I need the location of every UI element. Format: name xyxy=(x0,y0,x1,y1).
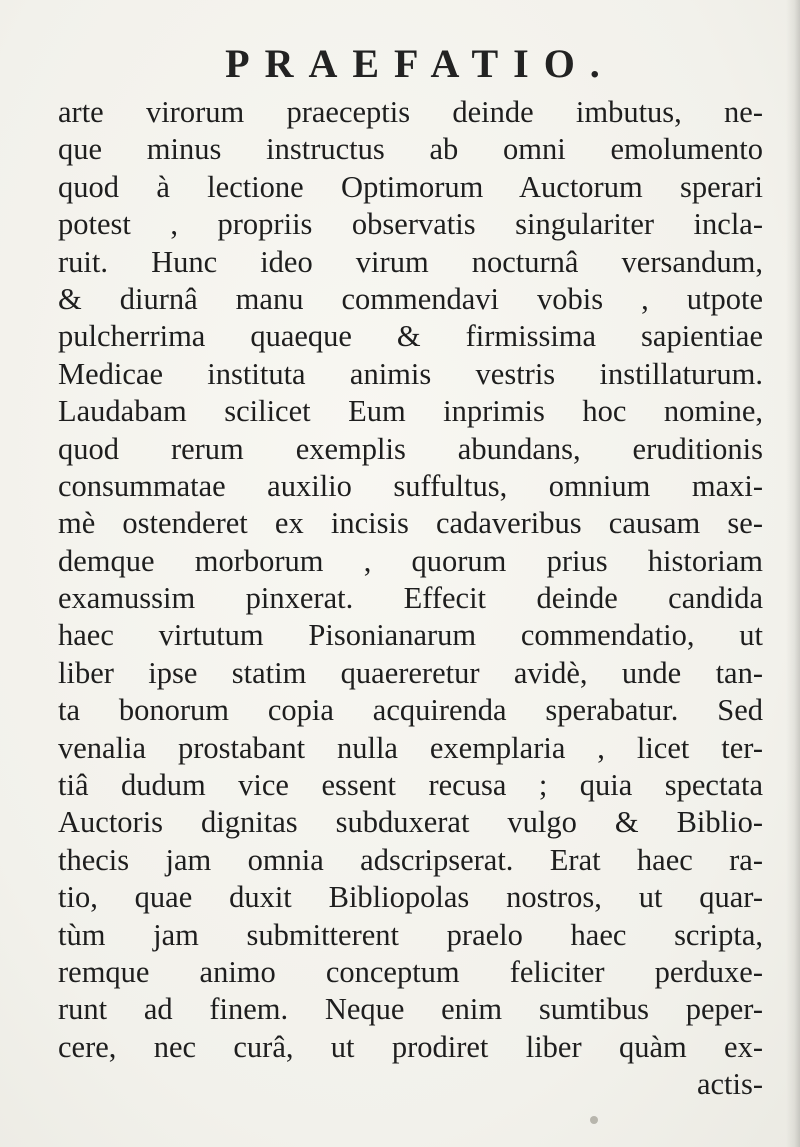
text-line: quod à lectione Optimorum Auctorum sperari xyxy=(58,169,763,204)
text-line: consummatae auxilio suffultus, omnium maxi- xyxy=(58,468,763,503)
text-line: tio, quae duxit Bibliopolas nostros, ut quar- xyxy=(58,880,763,915)
ink-speck xyxy=(590,1116,598,1124)
page-edge-shadow xyxy=(786,0,800,1147)
text-line: que minus instructus ab omni emolumento xyxy=(58,132,763,167)
text-line: haec virtutum Pisonianarum commendatio, ut xyxy=(58,618,763,653)
text-line: Medicae instituta animis vestris instillaturum. xyxy=(58,356,763,391)
text-line: liber ipse statim quaereretur avidè, unde tan- xyxy=(58,655,763,690)
text-line: thecis jam omnia adscripserat. Erat haec ra- xyxy=(58,842,763,877)
running-head: PRAEFATIO. xyxy=(225,41,615,86)
text-line: arte virorum praeceptis deinde imbutus, ne- xyxy=(58,95,763,129)
text-line: & diurnâ manu commendavi vobis , utpote xyxy=(58,281,763,316)
text-line: demque morborum , quorum prius historiam xyxy=(58,543,763,578)
text-line: remque animo conceptum feliciter perduxe- xyxy=(58,954,763,989)
text-line: potest , propriis observatis singulariter incla- xyxy=(58,207,763,242)
body-text xyxy=(58,94,763,1104)
text-line: pulcherrima quaeque & firmissima sapientiae xyxy=(58,319,763,354)
text-line: Auctoris dignitas subduxerat vulgo & Biblio- xyxy=(58,805,763,840)
text-line: mè ostenderet ex incisis cadaveribus causam se- xyxy=(58,506,763,541)
text-line: ta bonorum copia acquirenda sperabatur. Sed xyxy=(58,693,763,728)
text-line: ruit. Hunc ideo virum nocturnâ versandum, xyxy=(58,244,763,279)
text-line: Laudabam scilicet Eum inprimis hoc nomine, xyxy=(58,394,763,429)
text-line: venalia prostabant nulla exemplaria , licet ter- xyxy=(58,730,763,765)
text-line: runt ad finem. Neque enim sumtibus peper- xyxy=(58,992,763,1027)
text-line: cere, nec curâ, ut prodiret liber quàm ex- xyxy=(58,1029,763,1064)
text-line: examussim pinxerat. Effecit deinde candida xyxy=(58,581,763,616)
catchword: actis- xyxy=(696,1067,763,1102)
text-line: tiâ dudum vice essent recusa ; quia spectata xyxy=(58,768,763,803)
text-line: quod rerum exemplis abundans, eruditionis xyxy=(58,431,763,466)
text-line: tùm jam submitterent praelo haec scripta, xyxy=(58,917,763,952)
